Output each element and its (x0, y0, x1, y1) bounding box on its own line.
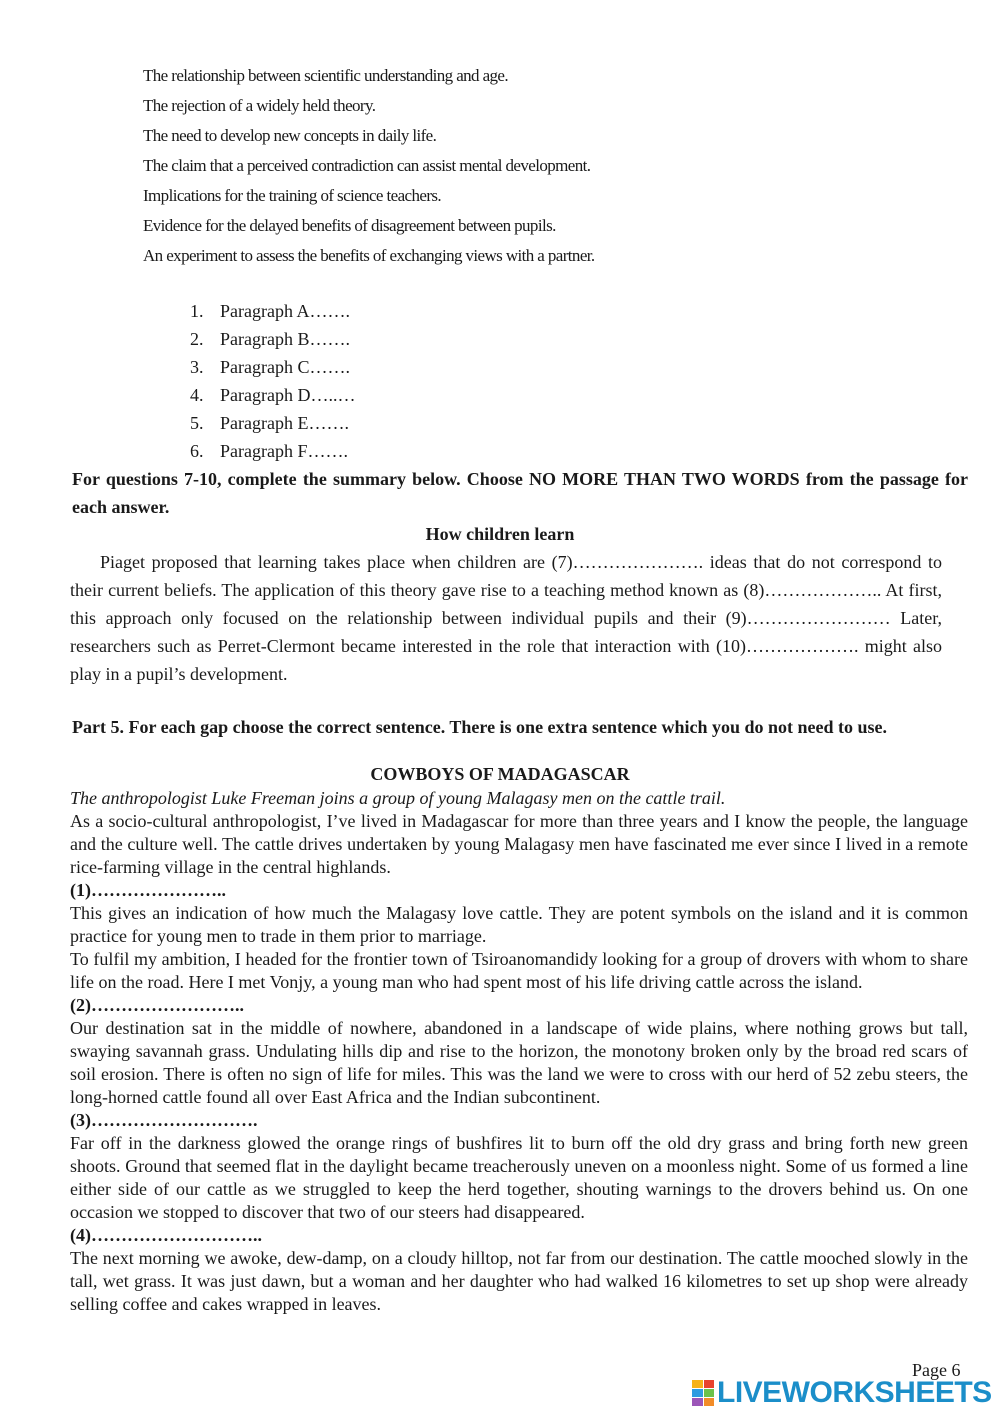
paragraph-answer-number: 5. (190, 413, 204, 433)
summary-instruction: For questions 7-10, complete the summary below. Choose NO MORE THAN TWO WORDS from the passage for each answer. (72, 469, 968, 517)
heading-text: Evidence for the delayed benefits of disagreement between pupils. (143, 216, 556, 235)
paragraph-answer-slot[interactable] (190, 357, 350, 383)
paragraph-answer-slot[interactable] (190, 441, 348, 467)
paragraph-answer-number: 6. (190, 441, 204, 461)
article-paragraph: Far off in the darkness glowed the orange rings of bushfires lit to burn off the old dry grass and bring forth new green shoots. Ground that seemed flat in the daylight became treacherously uneven on a moonless night. Some of us formed a line either side of our cattle as we struggled to keep the herd together, shouting warnings to the drovers behind us. On one occasion we stopped to discover that two of our steers had disappeared. (70, 1133, 968, 1222)
paragraph-answer-number: 2. (190, 329, 204, 349)
article-intro: The anthropologist Luke Freeman joins a group of young Malagasy men on the cattle trail. (70, 788, 726, 808)
part5-instruction: Part 5. For each gap choose the correct sentence. There is one extra sentence which you do not need to use. (72, 717, 888, 737)
paragraph-answer-label: Paragraph C……. (220, 357, 350, 377)
liveworksheets-logo-icon (692, 1380, 714, 1406)
gap-slot[interactable]: (1)………………….. (70, 880, 226, 900)
summary-text: Piaget proposed that learning takes place when children are (7)…………………. ideas that do not correspond to their current beliefs. The application of this theory gave rise to a teaching method known as (8)……………….. At first, this approach only focused on the relationship between individual pupils and their (9)…………………… Later, researchers such as Perret-Clermont became interested in the role that interaction with (10)………………. might also play in a pupil’s development. (70, 552, 942, 684)
paragraph-answer-label: Paragraph E……. (220, 413, 349, 433)
heading-text: The relationship between scientific understanding and age. (143, 66, 509, 85)
article-paragraph: As a socio-cultural anthropologist, I’ve lived in Madagascar for more than three years and I know the people, the language and the culture well. The cattle drives undertaken by young Malagasy men have fascinated me ever since I lived in a remote rice-farming village in the central highlands. (70, 811, 968, 877)
paragraph-answer-slot[interactable] (190, 329, 350, 355)
paragraph-answer-label: Paragraph A……. (220, 301, 350, 321)
article-paragraph: Our destination sat in the middle of nowhere, abandoned in a landscape of wide plains, where nothing grows but tall, swaying savannah grass. Undulating hills dip and rise to the horizon, the monotony broken only by the broad red scars of soil erosion. There is often no sign of life for miles. This was the land we were to cross with our herd of 52 zebu steers, the long-horned cattle found all over East Africa and the Indian subcontinent. (70, 1018, 968, 1107)
page-number: Page 6 (912, 1360, 961, 1380)
heading-text: The need to develop new concepts in daily life. (143, 126, 437, 145)
paragraph-answer-label: Paragraph D…..… (220, 385, 356, 405)
brand-wordmark: LIVEWORKSHEETS (717, 1376, 992, 1409)
paragraph-answer-label: Paragraph B……. (220, 329, 350, 349)
article-paragraph: The next morning we awoke, dew-damp, on a cloudy hilltop, not far from our destination. The cattle mooched slowly in the tall, wet grass. It was just dawn, but a woman and her daughter who had walked 16 kilometres to set up shop were already selling coffee and cakes wrapped in leaves. (70, 1248, 968, 1314)
paragraph-answer-slot[interactable] (190, 385, 355, 411)
article-paragraph: This gives an indication of how much the Malagasy love cattle. They are potent symbols on the island and it is common practice for young men to trade in them prior to marriage. (70, 903, 968, 946)
paragraph-answer-slot[interactable] (190, 301, 350, 327)
heading-text: An experiment to assess the benefits of exchanging views with a partner. (143, 246, 595, 265)
article-body (70, 787, 968, 1316)
gap-slot[interactable]: (2)…………………….. (70, 995, 244, 1015)
paragraph-answer-number: 1. (190, 301, 204, 321)
gap-slot[interactable]: (4)……………………….. (70, 1225, 262, 1245)
paragraph-answer-number: 3. (190, 357, 204, 377)
paragraph-answer-number: 4. (190, 385, 204, 405)
heading-text: Implications for the training of science teachers. (143, 186, 442, 205)
article-paragraph: To fulfil my ambition, I headed for the frontier town of Tsiroanomandidy looking for a group of drovers with whom to share life on the road. Here I met Vonjy, a young man who had spent most of his life driving cattle across the island. (70, 949, 968, 992)
liveworksheets-brand[interactable] (692, 1378, 992, 1408)
paragraph-answer-label: Paragraph F……. (220, 441, 348, 461)
heading-text: The claim that a perceived contradiction can assist mental development. (143, 156, 591, 175)
part5-title: COWBOYS OF MADAGASCAR (370, 764, 630, 784)
summary-title: How children learn (425, 524, 575, 544)
summary-passage (70, 548, 942, 688)
paragraph-answer-slot[interactable] (190, 413, 349, 439)
heading-text: The rejection of a widely held theory. (143, 96, 376, 115)
gap-slot[interactable]: (3)………………………. (70, 1110, 258, 1130)
